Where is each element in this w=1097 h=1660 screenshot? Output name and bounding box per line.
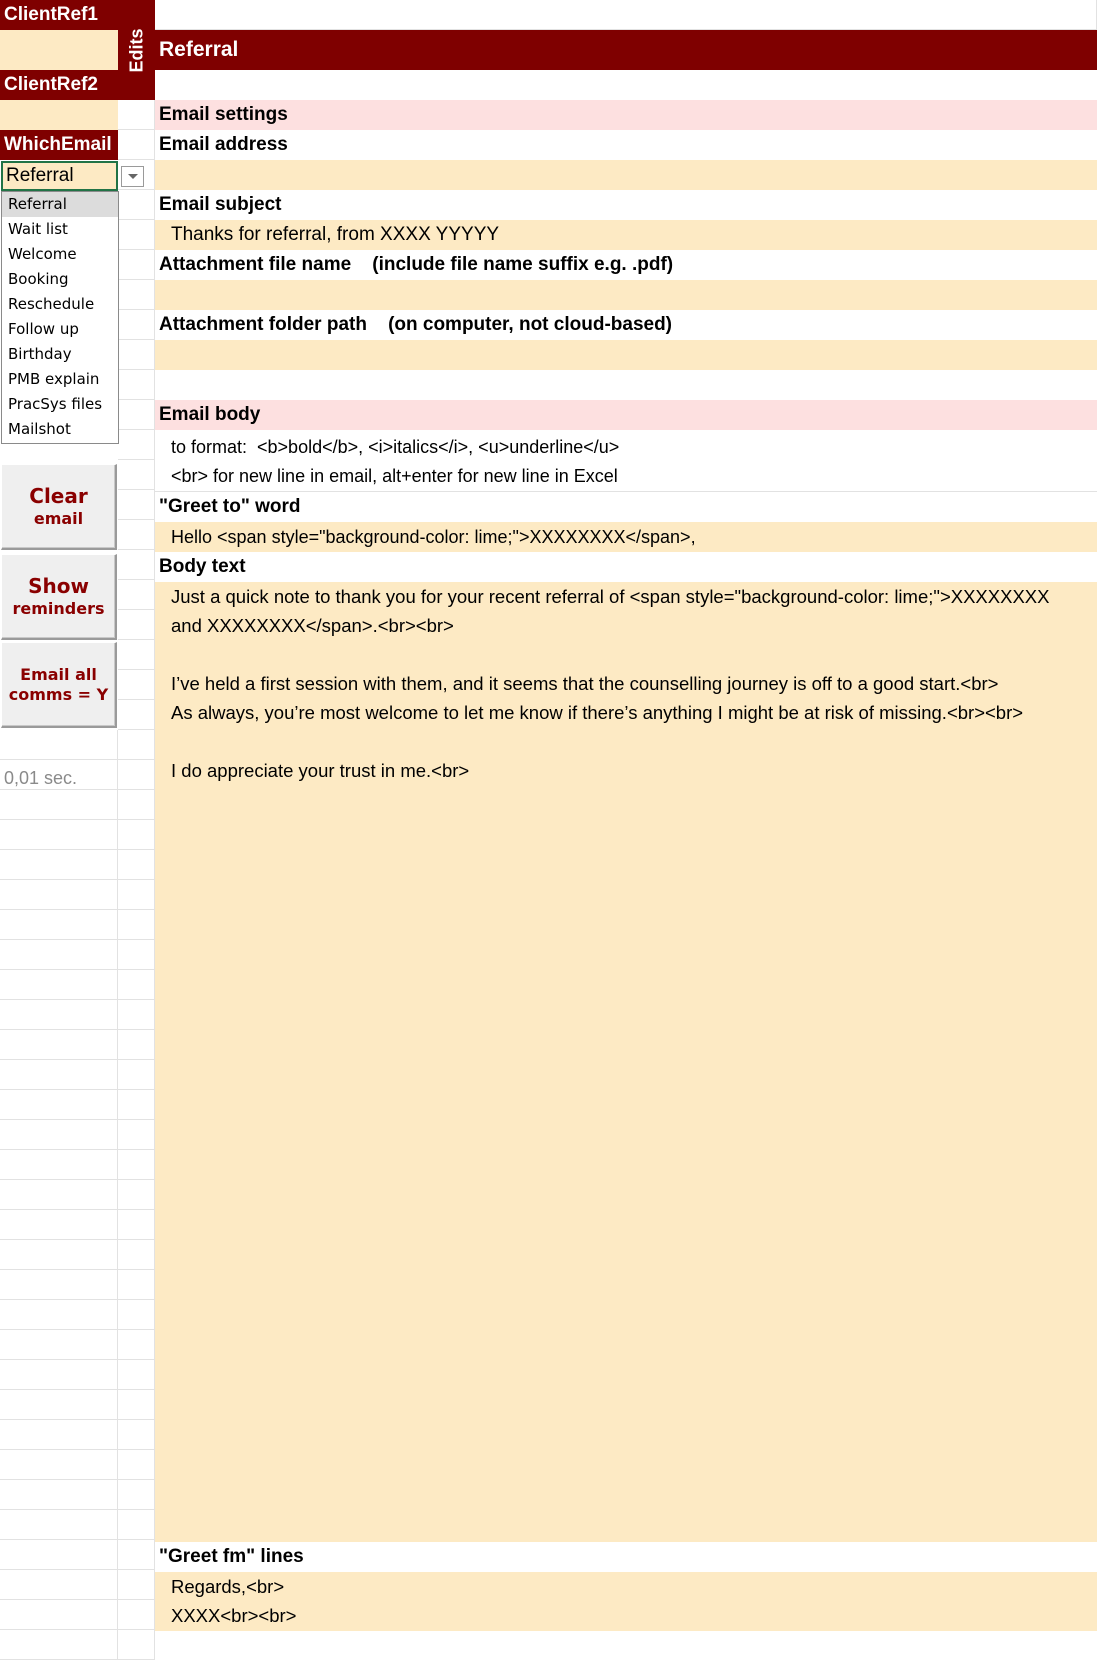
- grid-cell[interactable]: [118, 1360, 155, 1390]
- dropdown-option[interactable]: Birthday: [8, 345, 72, 363]
- grid-cell[interactable]: [0, 910, 118, 940]
- greet-fm-line: XXXX<br><br>: [171, 1605, 297, 1626]
- grid-cell[interactable]: [0, 1360, 118, 1390]
- body-text-label: Body text: [159, 556, 246, 577]
- grid-cell[interactable]: [0, 1480, 118, 1510]
- grid-cell[interactable]: [0, 1210, 118, 1240]
- email-address-field[interactable]: [155, 160, 1097, 190]
- grid-cell[interactable]: [118, 1240, 155, 1270]
- greet-fm-field[interactable]: [155, 1572, 1097, 1631]
- grid-cell[interactable]: [0, 1540, 118, 1570]
- attachment-name-label: Attachment file name (include file name suffix e.g. .pdf): [159, 254, 674, 275]
- email-all-button[interactable]: [1, 642, 117, 728]
- body-text-line: As always, you’re most welcome to let me know if there’s anything I might be at risk of missing.<br><br>: [171, 702, 1024, 723]
- grid-cell[interactable]: [118, 1090, 155, 1120]
- grid-cell[interactable]: [118, 220, 155, 250]
- grid-cell[interactable]: [0, 850, 118, 880]
- dropdown-option[interactable]: PracSys files: [8, 395, 103, 413]
- grid-cell[interactable]: [118, 460, 155, 490]
- grid-cell[interactable]: [0, 1600, 118, 1630]
- grid-cell[interactable]: [0, 940, 118, 970]
- grid-cell[interactable]: [118, 850, 155, 880]
- clientref2-label: ClientRef2: [0, 70, 118, 100]
- attachment-path-field[interactable]: [155, 340, 1097, 370]
- show-reminders-button[interactable]: [1, 554, 117, 640]
- grid-cell[interactable]: [118, 1600, 155, 1630]
- grid-cell[interactable]: [118, 1390, 155, 1420]
- grid-cell[interactable]: [155, 0, 1097, 30]
- grid-cell[interactable]: [118, 340, 155, 370]
- grid-cell[interactable]: [118, 670, 155, 700]
- grid-cell[interactable]: [118, 1570, 155, 1600]
- attachment-path-label: Attachment folder path (on computer, not cloud-based): [159, 314, 673, 335]
- email-subject-field[interactable]: Thanks for referral, from XXXX YYYYY: [155, 220, 1097, 250]
- grid-cell[interactable]: [118, 1450, 155, 1480]
- clientref1-input[interactable]: [0, 30, 118, 70]
- grid-cell[interactable]: [118, 700, 155, 730]
- grid-cell[interactable]: [118, 1420, 155, 1450]
- dropdown-option[interactable]: Reschedule: [8, 295, 95, 313]
- body-text-line: I do appreciate your trust in me.<br>: [171, 760, 470, 781]
- grid-cell[interactable]: [118, 1030, 155, 1060]
- grid-cell[interactable]: [0, 1150, 118, 1180]
- clientref2-input[interactable]: [0, 100, 118, 130]
- grid-cell[interactable]: [118, 880, 155, 910]
- grid-cell[interactable]: [118, 580, 155, 610]
- grid-cell[interactable]: [118, 790, 155, 820]
- dropdown-option[interactable]: Welcome: [8, 245, 77, 263]
- grid-cell[interactable]: [0, 790, 118, 820]
- email-all-line1: Email all: [20, 664, 97, 684]
- clear-email-line1: Clear: [29, 484, 88, 508]
- grid-cell[interactable]: [0, 1270, 118, 1300]
- grid-cell[interactable]: [118, 400, 155, 430]
- email-settings-header: Email settings: [155, 100, 1097, 130]
- grid-cell[interactable]: [118, 1060, 155, 1090]
- grid-cell[interactable]: [118, 250, 155, 280]
- body-text-line: [155, 727, 1097, 756]
- email-all-line2: comms = Y: [8, 684, 109, 704]
- grid-cell[interactable]: [0, 1630, 118, 1660]
- grid-cell[interactable]: [118, 1150, 155, 1180]
- body-text-line: and XXXXXXXX</span>.<br><br>: [171, 615, 454, 636]
- grid-cell[interactable]: [0, 820, 118, 850]
- grid-cell[interactable]: [118, 370, 155, 400]
- grid-cell[interactable]: [118, 520, 155, 550]
- grid-cell[interactable]: [0, 1240, 118, 1270]
- dropdown-option[interactable]: Referral: [2, 192, 118, 217]
- attachment-name-field[interactable]: [155, 280, 1097, 310]
- grid-cell[interactable]: [118, 1270, 155, 1300]
- dropdown-option[interactable]: Booking: [8, 270, 69, 288]
- email-subject-label: Email subject: [159, 194, 282, 215]
- grid-cell[interactable]: [118, 1330, 155, 1360]
- clear-email-button[interactable]: [1, 464, 117, 550]
- grid-cell[interactable]: [118, 1540, 155, 1570]
- greet-fm-label: "Greet fm" lines: [159, 1546, 304, 1567]
- body-text-line: [155, 640, 1097, 669]
- grid-cell[interactable]: [0, 1330, 118, 1360]
- grid-cell[interactable]: [118, 1510, 155, 1540]
- greet-to-field[interactable]: Hello <span style="background-color: lime;">XXXXXXXX</span>,: [155, 522, 1097, 552]
- dropdown-option[interactable]: Wait list: [8, 220, 68, 238]
- greet-fm-line: Regards,<br>: [171, 1576, 285, 1597]
- email-body-header: Email body: [155, 400, 1097, 430]
- clientref1-label: ClientRef1: [0, 0, 118, 30]
- clear-email-line2: email: [33, 509, 84, 528]
- grid-cell[interactable]: [0, 1570, 118, 1600]
- grid-cell[interactable]: [118, 1180, 155, 1210]
- grid-cell[interactable]: [118, 130, 155, 160]
- grid-cell[interactable]: [118, 1210, 155, 1240]
- timer-text: 0,01 sec.: [4, 767, 78, 788]
- grid-cell[interactable]: [0, 880, 118, 910]
- dropdown-option[interactable]: PMB explain: [8, 370, 100, 388]
- grid-cell[interactable]: [0, 1390, 118, 1420]
- grid-cell[interactable]: [118, 1480, 155, 1510]
- grid-cell[interactable]: [0, 1510, 118, 1540]
- show-reminders-line2: reminders: [12, 599, 105, 618]
- body-text-field[interactable]: [155, 582, 1097, 1542]
- grid-cell[interactable]: [118, 280, 155, 310]
- grid-cell[interactable]: [118, 490, 155, 520]
- grid-cell[interactable]: [118, 1300, 155, 1330]
- grid-cell[interactable]: [118, 970, 155, 1000]
- show-reminders-line1: Show: [28, 574, 89, 598]
- format-hint-2: <br> for new line in email, alt+enter for new line in Excel: [155, 462, 1097, 492]
- grid-cell[interactable]: [118, 610, 155, 640]
- grid-cell[interactable]: [118, 910, 155, 940]
- grid-cell[interactable]: [118, 190, 155, 220]
- body-text-line: Just a quick note to thank you for your recent referral of <span style="background-color: lime;">XXXXXXXX: [171, 586, 1050, 607]
- dropdown-option[interactable]: Follow up: [8, 320, 79, 338]
- grid-cell[interactable]: [0, 1300, 118, 1330]
- body-text-line: I’ve held a first session with them, and it seems that the counselling journey is off to a good start.<br>: [171, 673, 999, 694]
- page-title: Referral: [155, 30, 1097, 70]
- grid-cell[interactable]: [118, 730, 155, 760]
- grid-cell[interactable]: [118, 1630, 155, 1660]
- grid-cell[interactable]: [118, 760, 155, 790]
- grid-cell[interactable]: [118, 820, 155, 850]
- grid-cell[interactable]: [0, 1420, 118, 1450]
- chevron-down-icon: [128, 174, 138, 179]
- grid-cell[interactable]: [0, 1000, 118, 1030]
- dropdown-option[interactable]: Mailshot: [8, 420, 71, 438]
- which-email-label: WhichEmail: [0, 130, 118, 160]
- grid-cell[interactable]: [118, 310, 155, 340]
- grid-cell[interactable]: [0, 1060, 118, 1090]
- grid-cell[interactable]: [0, 1120, 118, 1150]
- grid-cell[interactable]: [118, 1000, 155, 1030]
- grid-cell[interactable]: [0, 970, 118, 1000]
- email-address-label: Email address: [159, 134, 288, 155]
- grid-cell[interactable]: [0, 1180, 118, 1210]
- greet-to-label: "Greet to" word: [159, 496, 301, 517]
- grid-cell[interactable]: [118, 550, 155, 580]
- grid-cell[interactable]: [118, 640, 155, 670]
- dropdown-arrow-button[interactable]: [121, 166, 144, 187]
- grid-cell[interactable]: [0, 1450, 118, 1480]
- which-email-value: Referral: [6, 165, 74, 186]
- edits-label-cell: [118, 0, 155, 100]
- grid-cell[interactable]: [118, 430, 155, 460]
- grid-cell[interactable]: [118, 1120, 155, 1150]
- which-email-select[interactable]: [1, 161, 118, 191]
- grid-cell[interactable]: [0, 730, 118, 760]
- grid-cell[interactable]: [118, 100, 155, 130]
- grid-cell[interactable]: [118, 940, 155, 970]
- which-email-dropdown-list: [1, 191, 119, 444]
- grid-cell[interactable]: [0, 1090, 118, 1120]
- grid-cell[interactable]: [0, 1030, 118, 1060]
- edits-label: Edits: [126, 27, 147, 73]
- format-hint-1: to format: <b>bold</b>, <i>italics</i>, <u>underline</u>: [171, 436, 620, 457]
